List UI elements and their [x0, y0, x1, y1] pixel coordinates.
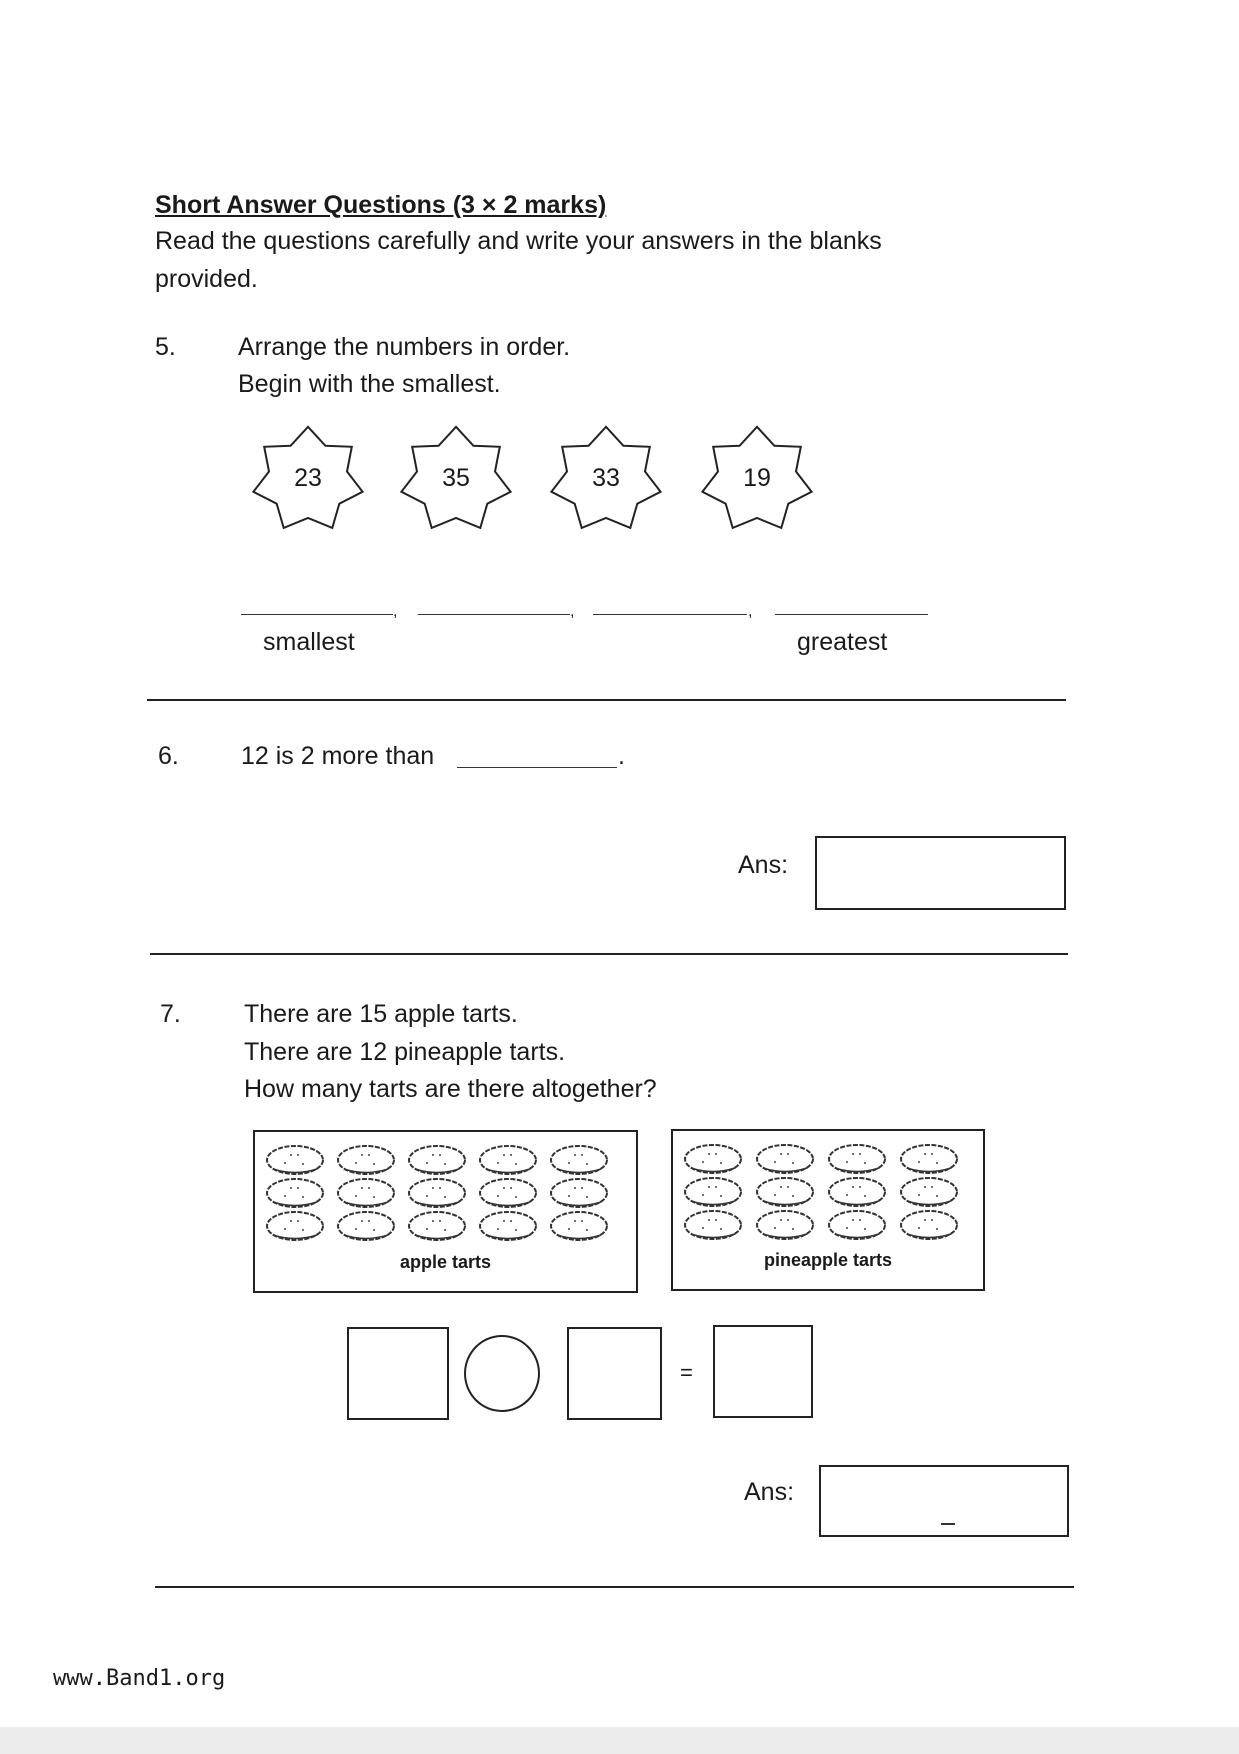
- tart-icon: [829, 1211, 885, 1239]
- tart-icon: [901, 1145, 957, 1173]
- question-5-line-2: Begin with the smallest.: [238, 370, 501, 398]
- tart-icon: [551, 1146, 607, 1174]
- tart-icon: [338, 1179, 394, 1207]
- section-title: Short Answer Questions (3 × 2 marks): [155, 191, 607, 219]
- tart-icon: [685, 1178, 741, 1206]
- apple-tarts-label: apple tarts: [399, 1252, 492, 1272]
- tart-icon: [338, 1146, 394, 1174]
- answer-blank-1[interactable]: [241, 614, 393, 615]
- answer-blank-2[interactable]: [418, 614, 570, 615]
- scan-edge: [0, 1727, 1239, 1754]
- equals-sign: =: [680, 1360, 693, 1385]
- answer-label: Ans:: [744, 1478, 795, 1506]
- tart-icon: [480, 1179, 536, 1207]
- question-6-blank[interactable]: [457, 767, 617, 768]
- pineapple-tarts-picture: [671, 1129, 985, 1291]
- question-5-number: 5.: [155, 333, 176, 361]
- tart-icon: [267, 1146, 323, 1174]
- tart-icon: [480, 1146, 536, 1174]
- tart-icon: [829, 1145, 885, 1173]
- apple-tarts-picture: [253, 1130, 638, 1293]
- number-star: [541, 422, 671, 534]
- tart-icon: [901, 1178, 957, 1206]
- answer-blank-3[interactable]: [593, 614, 747, 615]
- tart-icon: [480, 1212, 536, 1240]
- label-smallest: smallest: [263, 628, 355, 656]
- question-7-answer-box[interactable]: [819, 1465, 1069, 1537]
- tart-icon: [757, 1178, 813, 1206]
- tart-icon: [267, 1212, 323, 1240]
- stray-mark: [941, 1523, 955, 1525]
- label-greatest: greatest: [797, 628, 888, 656]
- divider: [150, 953, 1068, 955]
- divider: [155, 1586, 1074, 1588]
- tart-icon: [757, 1145, 813, 1173]
- divider: [147, 699, 1066, 701]
- tart-icon: [685, 1145, 741, 1173]
- star-number: 33: [592, 464, 620, 492]
- apple-tarts-icons: [265, 1140, 630, 1250]
- tart-icon: [685, 1211, 741, 1239]
- question-7-line-1: There are 15 apple tarts.: [244, 1000, 518, 1028]
- answer-label: Ans:: [738, 851, 789, 879]
- star-number: 23: [294, 464, 322, 492]
- question-6-period: .: [618, 742, 625, 770]
- number-star: [692, 422, 822, 534]
- question-7-number: 7.: [160, 1000, 181, 1028]
- question-7-line-2: There are 12 pineapple tarts.: [244, 1038, 566, 1066]
- question-5-line-1: Arrange the numbers in order.: [238, 333, 571, 361]
- tart-icon: [829, 1178, 885, 1206]
- pineapple-tarts-icons: [683, 1139, 977, 1249]
- question-7-line-3: How many tarts are there altogether?: [244, 1075, 657, 1103]
- operator-circle[interactable]: [464, 1335, 540, 1412]
- tart-icon: [551, 1212, 607, 1240]
- tart-icon: [338, 1212, 394, 1240]
- tart-icon: [409, 1179, 465, 1207]
- instructions-line-2: provided.: [155, 265, 258, 293]
- question-6-text: 12 is 2 more than: [241, 742, 435, 770]
- comma: ,: [748, 603, 753, 620]
- tart-icon: [267, 1179, 323, 1207]
- answer-blank-4[interactable]: [775, 614, 928, 615]
- tart-icon: [757, 1211, 813, 1239]
- equation-box-2[interactable]: [567, 1327, 662, 1420]
- tart-icon: [409, 1146, 465, 1174]
- instructions-line-1: Read the questions carefully and write your answers in the blanks: [155, 227, 882, 255]
- tart-icon: [409, 1212, 465, 1240]
- star-number: 35: [442, 464, 470, 492]
- question-6-answer-box[interactable]: [815, 836, 1066, 910]
- pineapple-tarts-label: pineapple tarts: [763, 1250, 893, 1270]
- question-6-number: 6.: [158, 742, 179, 770]
- footer-website: www.Band1.org: [53, 1666, 226, 1691]
- equation-result-box[interactable]: [713, 1325, 813, 1418]
- tart-icon: [551, 1179, 607, 1207]
- equation-box-1[interactable]: [347, 1327, 449, 1420]
- tart-icon: [901, 1211, 957, 1239]
- number-star: [243, 422, 373, 534]
- comma: ,: [393, 603, 398, 620]
- number-star: [391, 422, 521, 534]
- star-number: 19: [743, 464, 771, 492]
- comma: ,: [570, 603, 575, 620]
